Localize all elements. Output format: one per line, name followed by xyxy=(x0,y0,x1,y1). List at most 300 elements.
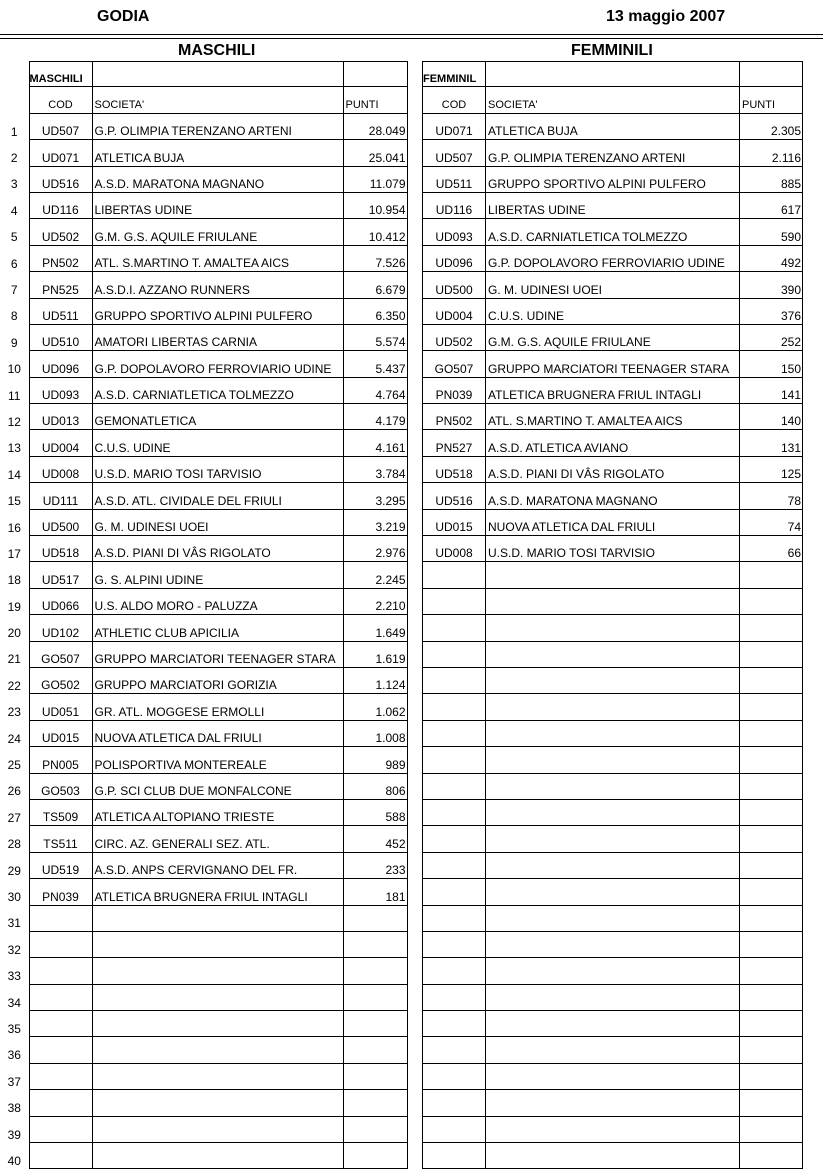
society-name: GRUPPO SPORTIVO ALPINI PULFERO xyxy=(92,298,343,324)
maschili-table xyxy=(0,61,408,1169)
points-value xyxy=(740,958,803,984)
society-code: PN005 xyxy=(29,747,92,773)
table-row xyxy=(423,1063,803,1089)
society-name xyxy=(92,984,343,1010)
points-value: 5.574 xyxy=(343,324,407,350)
society-code xyxy=(423,694,486,720)
points-value xyxy=(740,641,803,667)
points-value xyxy=(740,720,803,746)
society-name xyxy=(486,1090,740,1116)
table-row xyxy=(0,799,407,825)
points-value: 6.350 xyxy=(343,298,407,324)
society-name: G.P. OLIMPIA TERENZANO ARTENI xyxy=(486,140,740,166)
society-name: A.S.D. PIANI DI VÂS RIGOLATO xyxy=(92,536,343,562)
points-value xyxy=(740,852,803,878)
femminili-section-title: FEMMINILI xyxy=(571,42,653,59)
table-row xyxy=(423,245,803,271)
society-name xyxy=(486,667,740,693)
society-name: ATLETICA ALTOPIANO TRIESTE xyxy=(92,799,343,825)
label-cell-blank xyxy=(343,62,407,87)
society-code xyxy=(29,958,92,984)
points-value xyxy=(343,1090,407,1116)
points-value: 1.062 xyxy=(343,694,407,720)
society-code: UD008 xyxy=(423,536,486,562)
society-name: G. M. UDINESI UOEI xyxy=(92,509,343,535)
rank-number: 22 xyxy=(7,678,21,693)
points-value xyxy=(740,747,803,773)
society-code xyxy=(423,773,486,799)
society-name: ATLETICA BUJA xyxy=(92,140,343,166)
table-row xyxy=(423,852,803,878)
society-code: UD096 xyxy=(423,245,486,271)
row-number-cell xyxy=(0,87,29,113)
society-code: UD116 xyxy=(29,192,92,218)
table-row xyxy=(0,1011,407,1037)
society-code xyxy=(29,931,92,957)
femminili-label: FEMMINIL xyxy=(423,62,486,87)
rank-number: 16 xyxy=(7,520,21,535)
table-row xyxy=(0,483,407,509)
rank-number: 26 xyxy=(7,784,21,799)
points-value xyxy=(740,562,803,588)
table-row xyxy=(0,245,407,271)
points-value: 233 xyxy=(343,852,407,878)
points-value xyxy=(740,879,803,905)
society-code xyxy=(423,1063,486,1089)
table-row xyxy=(423,667,803,693)
table-row xyxy=(0,1143,407,1169)
rank-number: 7 xyxy=(10,283,18,298)
points-value xyxy=(740,694,803,720)
society-name xyxy=(486,562,740,588)
table-row xyxy=(0,351,407,377)
table-row xyxy=(423,615,803,641)
points-value: 3.784 xyxy=(343,456,407,482)
society-name xyxy=(486,826,740,852)
society-code: UD004 xyxy=(29,430,92,456)
points-value xyxy=(740,1037,803,1063)
points-value: 452 xyxy=(343,826,407,852)
table-row xyxy=(423,826,803,852)
society-name xyxy=(486,958,740,984)
rank-number: 17 xyxy=(7,546,21,561)
maschili-label: MASCHILI xyxy=(29,62,92,87)
society-code: UD502 xyxy=(423,324,486,350)
header-rule-top xyxy=(0,34,823,35)
society-name: A.S.D. MARATONA MAGNANO xyxy=(486,483,740,509)
points-value: 10.954 xyxy=(343,192,407,218)
society-code: PN502 xyxy=(29,245,92,271)
table-row xyxy=(0,958,407,984)
society-code xyxy=(423,852,486,878)
society-name: C.U.S. UDINE xyxy=(92,430,343,456)
rank-number: 10 xyxy=(7,362,21,377)
table-row xyxy=(423,1037,803,1063)
points-value: 989 xyxy=(343,747,407,773)
society-name: A.S.D. ATL. CIVIDALE DEL FRIULI xyxy=(92,483,343,509)
society-name xyxy=(486,1037,740,1063)
society-name: GR. ATL. MOGGESE ERMOLLI xyxy=(92,694,343,720)
society-code xyxy=(423,799,486,825)
points-value xyxy=(740,773,803,799)
society-name: G.M. G.S. AQUILE FRIULANE xyxy=(92,219,343,245)
points-value: 11.079 xyxy=(343,166,407,192)
points-value xyxy=(740,826,803,852)
society-code xyxy=(423,615,486,641)
table-row xyxy=(0,377,407,403)
society-code: UD510 xyxy=(29,324,92,350)
rank-number: 32 xyxy=(7,942,21,957)
society-name xyxy=(92,1011,343,1037)
society-code xyxy=(423,931,486,957)
rank-number: 8 xyxy=(10,309,18,324)
points-value: 150 xyxy=(740,351,803,377)
rank-number: 3 xyxy=(10,177,18,192)
points-value xyxy=(740,1143,803,1169)
rank-number: 11 xyxy=(8,388,21,403)
society-code: UD518 xyxy=(423,456,486,482)
society-name: ATLETICA BRUGNERA FRIUL INTAGLI xyxy=(92,879,343,905)
society-name: C.U.S. UDINE xyxy=(486,298,740,324)
society-code xyxy=(29,1037,92,1063)
points-value xyxy=(740,1116,803,1142)
society-code: UD071 xyxy=(29,140,92,166)
table-row xyxy=(0,166,407,192)
society-name xyxy=(92,905,343,931)
society-code: UD517 xyxy=(29,562,92,588)
points-value: 74 xyxy=(740,509,803,535)
society-code: UD066 xyxy=(29,588,92,614)
society-code: UD008 xyxy=(29,456,92,482)
rank-number: 12 xyxy=(7,414,21,429)
table-row xyxy=(0,879,407,905)
society-name xyxy=(486,879,740,905)
rank-number: 5 xyxy=(10,230,18,245)
points-value: 181 xyxy=(343,879,407,905)
label-cell-blank xyxy=(486,62,740,87)
society-name: ATHLETIC CLUB APICILIA xyxy=(92,615,343,641)
table-row xyxy=(0,192,407,218)
points-value xyxy=(740,1011,803,1037)
points-value xyxy=(343,1037,407,1063)
rank-number: 31 xyxy=(7,916,21,931)
society-name: G.P. DOPOLAVORO FERROVIARIO UDINE xyxy=(92,351,343,377)
table-row xyxy=(0,404,407,430)
society-name: U.S. ALDO MORO - PALUZZA xyxy=(92,588,343,614)
table-row xyxy=(423,351,803,377)
points-value: 3.295 xyxy=(343,483,407,509)
society-code: UD507 xyxy=(423,140,486,166)
femminili-table xyxy=(422,61,803,1169)
rank-number: 30 xyxy=(7,890,21,904)
society-code: GO502 xyxy=(29,667,92,693)
society-name: U.S.D. MARIO TOSI TARVISIO xyxy=(92,456,343,482)
points-value xyxy=(740,905,803,931)
society-code: UD102 xyxy=(29,615,92,641)
cod-column-header: COD xyxy=(29,87,92,113)
society-name xyxy=(486,1143,740,1169)
rank-number: 4 xyxy=(10,203,18,218)
societa-column-header: SOCIETA' xyxy=(92,87,343,113)
points-value: 492 xyxy=(740,245,803,271)
society-code xyxy=(423,747,486,773)
society-code xyxy=(29,984,92,1010)
society-name xyxy=(92,958,343,984)
society-name: A.S.D. ATLETICA AVIANO xyxy=(486,430,740,456)
society-name: ATL. S.MARTINO T. AMALTEA AICS xyxy=(92,245,343,271)
table-row xyxy=(423,799,803,825)
rank-number: 15 xyxy=(7,494,21,509)
header-rule-bottom xyxy=(0,38,823,39)
points-value xyxy=(740,984,803,1010)
society-code: UD502 xyxy=(29,219,92,245)
rank-number: 6 xyxy=(10,256,18,271)
points-value xyxy=(740,615,803,641)
rank-number: 33 xyxy=(7,969,21,984)
society-code: UD015 xyxy=(423,509,486,535)
society-name xyxy=(486,641,740,667)
rank-number: 34 xyxy=(7,995,21,1010)
points-value: 1.649 xyxy=(343,615,407,641)
society-code: UD511 xyxy=(29,298,92,324)
society-code xyxy=(423,1116,486,1142)
points-value: 5.437 xyxy=(343,351,407,377)
society-name xyxy=(486,799,740,825)
table-row xyxy=(423,536,803,562)
points-value: 2.245 xyxy=(343,562,407,588)
society-name: A.S.D. MARATONA MAGNANO xyxy=(92,166,343,192)
points-value: 125 xyxy=(740,456,803,482)
points-value xyxy=(740,588,803,614)
table-row xyxy=(423,404,803,430)
points-value: 78 xyxy=(740,483,803,509)
points-value: 25.041 xyxy=(343,140,407,166)
table-row xyxy=(423,324,803,350)
society-code: UD071 xyxy=(423,113,486,139)
table-row xyxy=(423,958,803,984)
table-row xyxy=(0,113,407,139)
femminili-header-row xyxy=(423,87,803,113)
rank-number: 1 xyxy=(10,124,18,139)
points-value: 7.526 xyxy=(343,245,407,271)
table-row xyxy=(0,905,407,931)
society-code: UD519 xyxy=(29,852,92,878)
table-row xyxy=(423,1011,803,1037)
points-value xyxy=(740,667,803,693)
rank-number: 20 xyxy=(7,626,21,641)
maschili-header-row xyxy=(0,87,407,113)
table-row xyxy=(423,166,803,192)
table-row xyxy=(423,483,803,509)
society-name xyxy=(486,773,740,799)
punti-column-header: PUNTI xyxy=(740,87,803,113)
society-code xyxy=(423,1090,486,1116)
table-row xyxy=(423,588,803,614)
rank-number: 9 xyxy=(10,335,18,350)
table-row xyxy=(0,588,407,614)
table-row xyxy=(0,1037,407,1063)
points-value: 1.124 xyxy=(343,667,407,693)
maschili-section-title: MASCHILI xyxy=(178,42,256,59)
society-name: G. M. UDINESI UOEI xyxy=(486,272,740,298)
society-name: LIBERTAS UDINE xyxy=(92,192,343,218)
society-code xyxy=(423,588,486,614)
society-name xyxy=(486,588,740,614)
points-value xyxy=(740,799,803,825)
table-row xyxy=(0,1063,407,1089)
rank-number: 40 xyxy=(7,1153,21,1168)
cod-column-header: COD xyxy=(423,87,486,113)
table-row xyxy=(423,931,803,957)
society-name: ATLETICA BUJA xyxy=(486,113,740,139)
points-value xyxy=(343,1143,407,1169)
rank-number: 38 xyxy=(7,1101,21,1116)
table-row xyxy=(423,113,803,139)
points-value: 2.305 xyxy=(740,113,803,139)
rank-number: 14 xyxy=(7,467,21,482)
society-code: PN502 xyxy=(423,404,486,430)
society-code xyxy=(29,1063,92,1089)
table-row xyxy=(423,984,803,1010)
points-value xyxy=(343,984,407,1010)
society-name: ATLETICA BRUGNERA FRIUL INTAGLI xyxy=(486,377,740,403)
society-code: UD051 xyxy=(29,694,92,720)
punti-column-header: PUNTI xyxy=(343,87,407,113)
table-row xyxy=(0,641,407,667)
table-row xyxy=(0,720,407,746)
table-row xyxy=(423,1090,803,1116)
rank-number: 23 xyxy=(7,705,21,720)
points-value: 885 xyxy=(740,166,803,192)
table-row xyxy=(0,536,407,562)
points-value: 4.764 xyxy=(343,377,407,403)
points-value xyxy=(740,931,803,957)
society-code xyxy=(29,905,92,931)
points-value xyxy=(343,1063,407,1089)
table-row xyxy=(0,298,407,324)
society-name xyxy=(486,1063,740,1089)
society-name xyxy=(486,905,740,931)
points-value: 6.679 xyxy=(343,272,407,298)
society-code xyxy=(423,641,486,667)
points-value: 1.619 xyxy=(343,641,407,667)
points-value: 390 xyxy=(740,272,803,298)
society-code xyxy=(423,720,486,746)
femminili-label-row xyxy=(423,62,803,87)
society-name: GRUPPO SPORTIVO ALPINI PULFERO xyxy=(486,166,740,192)
table-row xyxy=(423,219,803,245)
society-code xyxy=(423,562,486,588)
table-row xyxy=(423,1116,803,1142)
table-row xyxy=(0,984,407,1010)
table-row xyxy=(423,140,803,166)
table-row xyxy=(423,298,803,324)
table-row xyxy=(0,667,407,693)
society-name: POLISPORTIVA MONTEREALE xyxy=(92,747,343,773)
points-value: 590 xyxy=(740,219,803,245)
points-value xyxy=(343,931,407,957)
rank-number: 29 xyxy=(7,863,21,878)
society-name: G.M. G.S. AQUILE FRIULANE xyxy=(486,324,740,350)
rank-number: 18 xyxy=(7,573,21,588)
society-name: A.S.D.I. AZZANO RUNNERS xyxy=(92,272,343,298)
table-row xyxy=(0,694,407,720)
rank-number: 28 xyxy=(7,837,21,852)
table-row xyxy=(0,509,407,535)
table-row xyxy=(423,272,803,298)
rank-number: 35 xyxy=(7,1021,21,1036)
points-value: 617 xyxy=(740,192,803,218)
society-code: TS509 xyxy=(29,799,92,825)
points-value: 28.049 xyxy=(343,113,407,139)
points-value xyxy=(343,1011,407,1037)
points-value: 140 xyxy=(740,404,803,430)
table-row xyxy=(423,562,803,588)
society-code xyxy=(29,1090,92,1116)
points-value: 588 xyxy=(343,799,407,825)
society-code: UD511 xyxy=(423,166,486,192)
society-code: UD507 xyxy=(29,113,92,139)
society-code: UD004 xyxy=(423,298,486,324)
place-title: GODIA xyxy=(97,8,150,25)
society-name xyxy=(92,931,343,957)
table-row xyxy=(0,852,407,878)
rank-number: 37 xyxy=(7,1074,21,1089)
society-code: UD518 xyxy=(29,536,92,562)
society-name: G.P. SCI CLUB DUE MONFALCONE xyxy=(92,773,343,799)
table-row xyxy=(0,826,407,852)
society-name: G.P. DOPOLAVORO FERROVIARIO UDINE xyxy=(486,245,740,271)
society-code: UD116 xyxy=(423,192,486,218)
points-value: 2.116 xyxy=(740,140,803,166)
table-row xyxy=(0,773,407,799)
table-row xyxy=(423,720,803,746)
society-name: A.S.D. ANPS CERVIGNANO DEL FR. xyxy=(92,852,343,878)
points-value: 376 xyxy=(740,298,803,324)
points-value xyxy=(343,958,407,984)
society-code: UD093 xyxy=(423,219,486,245)
table-row xyxy=(423,641,803,667)
points-value: 2.210 xyxy=(343,588,407,614)
society-code: UD500 xyxy=(29,509,92,535)
table-row xyxy=(423,905,803,931)
society-code xyxy=(423,958,486,984)
society-name: NUOVA ATLETICA DAL FRIULI xyxy=(92,720,343,746)
society-code: GO503 xyxy=(29,773,92,799)
table-row xyxy=(0,272,407,298)
table-row xyxy=(0,219,407,245)
points-value: 141 xyxy=(740,377,803,403)
points-value: 131 xyxy=(740,430,803,456)
society-code: PN525 xyxy=(29,272,92,298)
society-code: UD516 xyxy=(423,483,486,509)
rank-number: 13 xyxy=(7,441,21,456)
society-name: U.S.D. MARIO TOSI TARVISIO xyxy=(486,536,740,562)
rank-number: 39 xyxy=(7,1127,21,1142)
societa-column-header: SOCIETA' xyxy=(486,87,740,113)
table-row xyxy=(423,509,803,535)
table-row xyxy=(423,430,803,456)
maschili-label-row xyxy=(0,62,407,87)
table-row xyxy=(0,562,407,588)
label-cell-blank xyxy=(92,62,343,87)
rank-number: 19 xyxy=(7,599,21,614)
table-row xyxy=(423,1143,803,1169)
rank-number: 2 xyxy=(10,151,18,166)
society-code: UD093 xyxy=(29,377,92,403)
society-name: GRUPPO MARCIATORI TEENAGER STARA xyxy=(486,351,740,377)
society-name xyxy=(92,1090,343,1116)
